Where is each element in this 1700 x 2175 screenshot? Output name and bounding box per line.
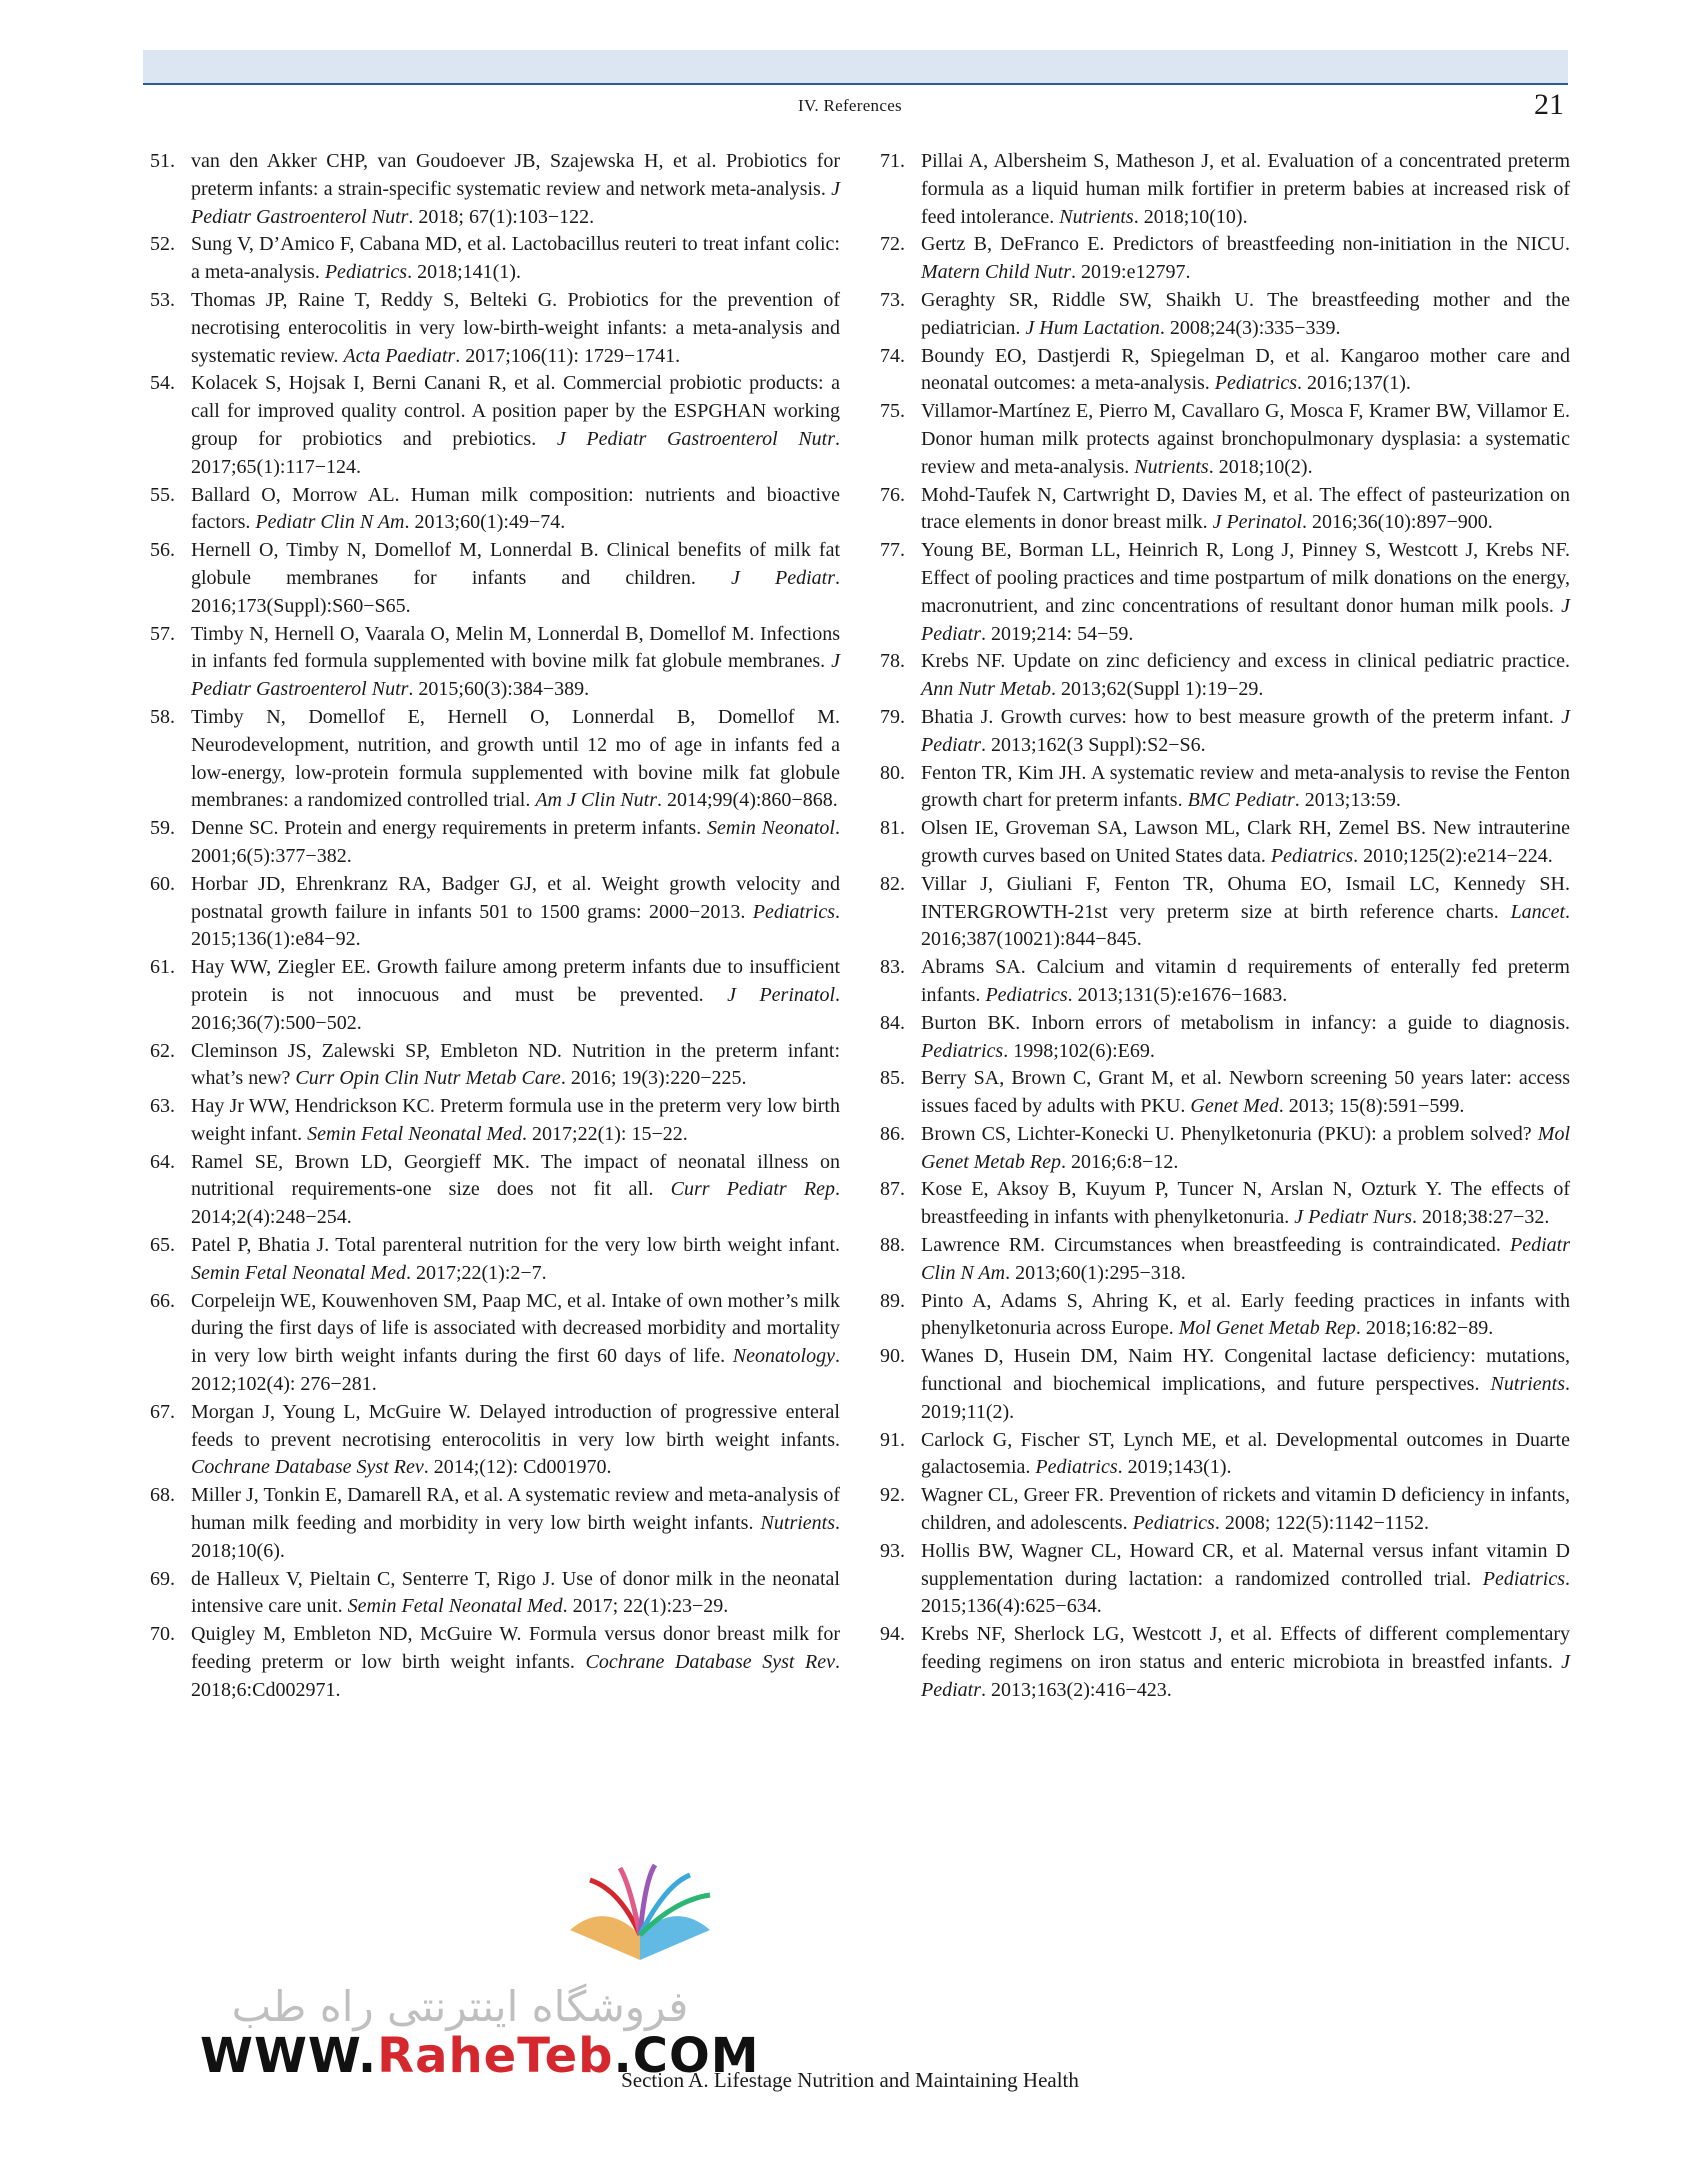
reference-segment: . 2018;141(1). [407,261,521,284]
reference-text [921,343,1570,399]
reference-number: 65. [150,1234,175,1257]
journal-name: Mol Genet Metab Rep [921,1122,1570,1173]
journal-name: Am J Clin Nutr [535,789,657,812]
header-band [143,50,1568,85]
reference-number: 52. [150,233,175,256]
reference-segment: . 2016;36(7):500−502. [191,983,840,1034]
reference-item [150,954,840,1037]
reference-text [921,1427,1570,1483]
journal-name: Pediatrics [1132,1512,1215,1535]
journal-name: Pediatrics [752,900,835,923]
reference-segment: Timby N, Hernell O, Vaarala O, Melin M, Lonnerdal B, Domellof M. Infections in infants fed formula supplemented with bovine milk fat globule membranes. [191,622,840,673]
journal-name: Pediatr Clin N Am [921,1234,1570,1284]
journal-name: Nutrients [1490,1373,1565,1396]
reference-item [150,871,840,954]
reference-number: 86. [880,1122,905,1145]
reference-segment: Burton BK. Inborn errors of metabolism in infancy: a guide to diagnosis. [921,1011,1570,1034]
reference-segment: Krebs NF, Sherlock LG, Westcott J, et al. Effects of different complementary feeding regimens on iron status and enteric microbiota in breastfed infants. [921,1623,1570,1674]
reference-number: 54. [150,372,175,395]
journal-name: Mol Genet Metab Rep [1178,1317,1356,1340]
reference-number: 88. [880,1234,905,1257]
reference-segment: . 2016;36(10):897−900. [1302,511,1493,534]
reference-segment: . 2001;6(5):377−382. [191,817,840,867]
journal-name: J Pediatr [921,1651,1570,1701]
reference-text [921,1482,1570,1538]
reference-text [191,287,840,370]
reference-text [191,1232,840,1288]
reference-text [921,648,1570,704]
reference-segment: . 2013;62(Suppl 1):19−29. [1051,678,1264,701]
journal-name: Pediatrics [921,1039,1004,1062]
reference-segment: . 2016; 19(3):220−225. [560,1067,747,1090]
reference-segment: Quigley M, Embleton ND, McGuire W. Formula versus donor breast milk for feeding preterm or low birth weight infants. [191,1623,840,1674]
reference-segment: . 2017;22(1): 15−22. [522,1122,688,1145]
reference-number: 75. [880,400,905,423]
reference-number: 77. [880,539,905,562]
reference-segment: . 2016;6:8−12. [1060,1150,1179,1173]
journal-name: Nutrients [1134,455,1209,478]
reference-segment: Villar J, Giuliani F, Fenton TR, Ohuma EO, Ismail LC, Kennedy SH. INTERGROWTH-21st very preterm size at birth reference charts. [921,872,1570,923]
reference-segment: Hernell O, Timby N, Domellof M, Lonnerdal B. Clinical benefits of milk fat globule membranes for infants and children. [191,539,840,589]
reference-text [191,1621,840,1704]
reference-number: 90. [880,1345,905,1368]
journal-name: J Pediatr [731,566,835,589]
reference-item [150,1232,840,1288]
reference-number: 81. [880,817,905,840]
reference-segment: Geraghty SR, Riddle SW, Shaikh U. The breastfeeding mother and the pediatrician. [921,288,1570,339]
journal-name: Ann Nutr Metab [921,678,1051,701]
reference-number: 64. [150,1150,175,1173]
reference-segment: . 2017;65(1):117−124. [191,427,840,478]
reference-item [150,148,840,231]
journal-name: Curr Opin Clin Nutr Metab Care [295,1067,561,1090]
references-right-column [880,148,1570,1705]
reference-number: 83. [880,956,905,979]
reference-segment: . 1998;102(6):E69. [1003,1039,1155,1062]
reference-segment: Kolacek S, Hojsak I, Berni Canani R, et al. Commercial probiotic products: a call for improved quality control. A position paper by the ESPGHAN working group for probiotics and prebiotics. [191,372,840,450]
reference-number: 73. [880,288,905,311]
journal-name: J Perinatol [1212,511,1303,534]
reference-text [191,871,840,954]
watermark-url-suffix: .COM [613,2028,760,2084]
reference-text [921,1538,1570,1621]
journal-name: Nutrients [1059,205,1134,228]
reference-segment: . 2019;143(1). [1117,1456,1232,1479]
reference-segment: Sung V, D’Amico F, Cabana MD, et al. Lactobacillus reuteri to treat infant colic: a meta-analysis. [191,233,840,284]
reference-item [880,954,1570,1010]
reference-segment: . 2018;10(10). [1133,205,1248,228]
reference-text [921,1343,1570,1426]
journal-name: BMC Pediatr [1187,789,1295,812]
reference-item [880,1482,1570,1538]
reference-text [921,1010,1570,1066]
reference-text [921,287,1570,343]
reference-segment: . 2014;(12): Cd001970. [423,1456,612,1479]
reference-segment: . 2010;125(2):e214−224. [1353,844,1553,867]
reference-item [150,537,840,620]
reference-segment: . 2013;13:59. [1294,789,1401,812]
reference-segment: . 2014;99(4):860−868. [657,789,838,812]
reference-item [880,231,1570,287]
reference-number: 60. [150,872,175,895]
watermark-url-prefix: WWW. [200,2028,378,2084]
journal-name: Lancet [1510,900,1565,923]
reference-segment: Thomas JP, Raine T, Reddy S, Belteki G. Probiotics for the prevention of necrotising enterocolitis in very low-birth-weight infants: a meta-analysis and systematic review. [191,288,840,367]
reference-segment: Berry SA, Brown C, Grant M, et al. Newborn screening 50 years later: access issues faced by adults with PKU. [921,1067,1570,1118]
reference-item [880,1538,1570,1621]
reference-item [150,1093,840,1149]
reference-text [921,954,1570,1010]
reference-segment: . 2017;22(1):2−7. [405,1261,547,1284]
reference-number: 71. [880,150,905,172]
reference-text [921,1176,1570,1232]
reference-number: 68. [150,1484,175,1507]
reference-segment: Abrams SA. Calcium and vitamin d requirements of enterally fed preterm infants. [921,956,1570,1006]
reference-text [921,1121,1570,1177]
reference-item [880,482,1570,538]
reference-text [921,537,1570,648]
reference-segment: Denne SC. Protein and energy requirements in preterm infants. [191,817,707,840]
reference-segment: . 2013; 15(8):591−599. [1278,1095,1465,1118]
reference-segment: Patel P, Bhatia J. Total parenteral nutrition for the very low birth weight infant. [191,1234,840,1257]
journal-name: J Hum Lactation [1025,316,1160,339]
reference-item [880,1343,1570,1426]
reference-item [880,343,1570,399]
reference-item [150,704,840,815]
journal-name: Pediatrics [1482,1567,1565,1590]
reference-segment: . 2018;10(2). [1208,455,1313,478]
references-left-column [150,148,840,1705]
reference-number: 62. [150,1039,175,1062]
journal-name: Cochrane Database Syst Rev [585,1651,835,1674]
reference-number: 61. [150,956,175,979]
footer-section-title: Section A. Lifestage Nutrition and Maintaining Health [621,2068,1079,2092]
reference-segment: . 2014;2(4):248−254. [191,1178,840,1229]
reference-number: 53. [150,288,175,311]
reference-number: 76. [880,483,905,506]
journal-name: J Pediatr [921,594,1570,645]
reference-segment: . 2019:e12797. [1071,261,1191,284]
reference-text [191,815,840,871]
watermark-persian-text: فروشگاه اینترنتی راه طب [231,1982,689,2031]
reference-segment: . 2015;60(3):384−389. [408,678,590,701]
reference-text [191,704,840,815]
reference-number: 72. [880,233,905,256]
reference-segment: . 2018;38:27−32. [1412,1206,1550,1229]
reference-text [191,621,840,704]
reference-item [150,815,840,871]
reference-segment: Carlock G, Fischer ST, Lynch ME, et al. Developmental outcomes in Duarte galactosemia. [921,1428,1570,1479]
reference-number: 91. [880,1428,905,1451]
reference-number: 56. [150,539,175,562]
reference-segment: Boundy EO, Dastjerdi R, Spiegelman D, et al. Kangaroo mother care and neonatal outcomes: a meta-analysis. [921,344,1570,395]
reference-text [191,1149,840,1232]
reference-text [191,148,840,231]
reference-text [921,1621,1570,1704]
reference-text [191,1566,840,1622]
reference-item [150,287,840,370]
reference-segment: Cleminson JS, Zalewski SP, Embleton ND. Nutrition in the preterm infant: what’s new? [191,1039,840,1090]
reference-text [921,760,1570,816]
reference-number: 70. [150,1623,175,1646]
reference-segment: . 2012;102(4): 276−281. [191,1345,840,1396]
reference-number: 84. [880,1011,905,1034]
reference-text [191,482,840,538]
reference-segment: . 2016;387(10021):844−845. [921,900,1570,951]
journal-name: Semin Fetal Neonatal Med [307,1122,523,1145]
journal-name: J Pediatr [921,705,1570,756]
reference-text [191,1038,840,1094]
reference-item [880,1121,1570,1177]
journal-name: J Pediatr Nurs [1294,1206,1413,1229]
reference-number: 85. [880,1067,905,1090]
reference-segment: Hay Jr WW, Hendrickson KC. Preterm formula use in the preterm very low birth weight infant. [191,1095,840,1145]
reference-item [150,1288,840,1399]
reference-segment: . 2013;131(5):e1676−1683. [1067,983,1288,1006]
reference-text [921,1232,1570,1288]
reference-item [150,1149,840,1232]
journal-name: Genet Med [1190,1095,1279,1118]
book-logo-icon [550,1860,730,1970]
reference-segment: . 2008;24(3):335−339. [1159,316,1341,339]
reference-text [921,231,1570,287]
reference-segment: . 2008; 122(5):1142−1152. [1214,1512,1430,1535]
reference-item [880,648,1570,704]
reference-text [921,815,1570,871]
journal-name: Pediatrics [324,261,408,284]
reference-text [921,871,1570,954]
reference-segment: Krebs NF. Update on zinc deficiency and excess in clinical pediatric practice. [921,650,1570,673]
reference-segment: Hay WW, Ziegler EE. Growth failure among preterm infants due to insufficient protein is not innocuous and must be prevented. [191,956,840,1006]
reference-item [150,370,840,481]
reference-segment: Brown CS, Lichter-Konecki U. Phenylketonuria (PKU): a problem solved? [921,1122,1538,1145]
reference-segment: Ballard O, Morrow AL. Human milk composition: nutrients and bioactive factors. [191,483,840,534]
reference-segment: . 2013;163(2):416−423. [981,1678,1172,1701]
reference-item [880,1288,1570,1344]
reference-segment: Hollis BW, Wagner CL, Howard CR, et al. Maternal versus infant vitamin D supplementation during lactation: a randomized controlled trial. [921,1539,1570,1590]
reference-text [191,537,840,620]
reference-item [880,1176,1570,1232]
watermark [200,1860,760,2084]
journal-name: Pediatrics [1270,844,1354,867]
reference-text [921,1288,1570,1344]
reference-text [921,398,1570,481]
reference-text [921,148,1570,231]
reference-item [880,287,1570,343]
reference-segment: . 2018;10(6). [191,1512,840,1562]
reference-segment: Corpeleijn WE, Kouwenhoven SM, Paap MC, et al. Intake of own mother’s milk during the first days of life is associated with decreased morbidity and mortality in very low birth weight infants during the first 60 days of life. [191,1289,840,1368]
reference-item [150,1399,840,1482]
reference-segment: Olsen IE, Groveman SA, Lawson ML, Clark RH, Zemel BS. New intrauterine growth curves based on United States data. [921,817,1570,867]
reference-text [191,1093,840,1149]
reference-text [921,704,1570,760]
reference-item [880,148,1570,231]
reference-number: 55. [150,483,175,506]
reference-segment: Bhatia J. Growth curves: how to best measure growth of the preterm infant. [921,705,1562,728]
reference-segment: Wanes D, Husein DM, Naim HY. Congenital lactase deficiency: mutations, functional and biochemical implications, and future perspectives. [921,1345,1570,1396]
reference-segment: Lawrence RM. Circumstances when breastfeeding is contraindicated. [921,1234,1510,1257]
reference-segment: Miller J, Tonkin E, Damarell RA, et al. A systematic review and meta-analysis of human milk feeding and morbidity in very low birth weight infants. [191,1484,840,1535]
reference-item [880,1232,1570,1288]
reference-number: 78. [880,650,905,673]
reference-item [880,815,1570,871]
reference-number: 93. [880,1539,905,1562]
reference-number: 69. [150,1567,175,1590]
reference-text [191,370,840,481]
reference-item [150,621,840,704]
reference-number: 92. [880,1484,905,1507]
reference-segment: . 2013;60(1):49−74. [404,511,566,534]
reference-segment: . 2017; 22(1):23−29. [562,1595,729,1618]
reference-segment: . 2015;136(1):e84−92. [191,900,840,951]
reference-segment: . 2013;162(3 Suppl):S2−S6. [981,733,1206,756]
reference-number: 51. [150,150,175,172]
reference-number: 89. [880,1289,905,1312]
reference-item [880,537,1570,648]
reference-number: 74. [880,344,905,367]
journal-name: Nutrients [760,1512,835,1535]
reference-number: 57. [150,622,175,645]
reference-item [150,1038,840,1094]
reference-segment: Young BE, Borman LL, Heinrich R, Long J, Pinney S, Westcott J, Krebs NF. Effect of pooling practices and time postpartum of milk donations on the energy, macronutrient, and zinc concentrations of resultant donor human milk pools. [921,539,1570,617]
reference-item [880,760,1570,816]
reference-segment: van den Akker CHP, van Goudoever JB, Szajewska H, et al. Probiotics for preterm infants: a strain-specific systematic review and network meta-analysis. [191,150,840,200]
watermark-url-brand: RaheTeb [377,2028,614,2084]
journal-name: Pediatrics [1214,372,1298,395]
reference-segment: Kose E, Aksoy B, Kuyum P, Tuncer N, Arslan N, Ozturk Y. The effects of breastfeeding in infants with phenylketonuria. [921,1178,1570,1229]
reference-segment: de Halleux V, Pieltain C, Senterre T, Rigo J. Use of donor milk in the neonatal intensive care unit. [191,1567,840,1618]
reference-item [150,231,840,287]
running-head: IV. References [798,96,902,115]
journal-name: Pediatrics [1035,1456,1118,1479]
reference-text [191,1482,840,1565]
journal-name: J Pediatr Gastroenterol Nutr [556,427,835,450]
reference-segment: . 2018;6:Cd002971. [191,1651,840,1701]
reference-segment: Pinto A, Adams S, Ahring K, et al. Early feeding practices in infants with phenylketonuria across Europe. [921,1289,1570,1340]
reference-text [191,1399,840,1482]
reference-number: 80. [880,761,905,784]
reference-number: 58. [150,705,175,728]
journal-name: Matern Child Nutr [921,261,1072,284]
reference-segment: Horbar JD, Ehrenkranz RA, Badger GJ, et al. Weight growth velocity and postnatal growth failure in infants 501 to 1500 grams: 2000−2013. [191,872,840,923]
reference-item [880,1065,1570,1121]
page-number: 21 [1534,88,1564,121]
reference-item [150,482,840,538]
reference-segment: Morgan J, Young L, McGuire W. Delayed introduction of progressive enteral feeds to prevent necrotising enterocolitis in very low birth weight infants. [191,1400,840,1451]
reference-segment: . 2018; 67(1):103−122. [408,205,595,228]
reference-segment: Timby N, Domellof E, Hernell O, Lonnerdal B, Domellof M. Neurodevelopment, nutrition, and growth until 12 mo of age in infants fed a low-energy, low-protein formula supplemented with bovine milk fat globule membranes: a randomized controlled trial. [191,705,840,812]
reference-item [880,398,1570,481]
reference-number: 67. [150,1400,175,1423]
reference-segment: . 2017;106(11): 1729−1741. [455,344,681,367]
journal-name: J Pediatr Gastroenterol Nutr [191,177,840,228]
journal-name: Semin Fetal Neonatal Med [347,1595,563,1618]
reference-item [880,1621,1570,1704]
reference-segment: . 2015;136(4):625−634. [921,1567,1570,1618]
reference-segment: Ramel SE, Brown LD, Georgieff MK. The impact of neonatal illness on nutritional requirements-one size does not fit all. [191,1150,840,1201]
reference-segment: . 2018;16:82−89. [1355,1317,1494,1340]
reference-segment: Pillai A, Albersheim S, Matheson J, et al. Evaluation of a concentrated preterm formula as a liquid human milk fortifier in preterm babies at increased risk of feed intolerance. [921,150,1570,228]
reference-text [191,954,840,1037]
reference-text [921,1065,1570,1121]
reference-item [150,1621,840,1704]
reference-item [880,1427,1570,1483]
reference-text [921,482,1570,538]
reference-text [191,231,840,287]
reference-item [880,871,1570,954]
reference-number: 63. [150,1095,175,1118]
reference-item [880,704,1570,760]
reference-segment: Fenton TR, Kim JH. A systematic review and meta-analysis to revise the Fenton growth chart for preterm infants. [921,761,1570,812]
reference-segment: . 2016;173(Suppl):S60−S65. [191,566,840,617]
journal-name: Pediatr Clin N Am [255,511,405,534]
reference-item [880,1010,1570,1066]
reference-number: 87. [880,1178,905,1201]
reference-number: 94. [880,1623,905,1646]
journal-name: J Pediatr Gastroenterol Nutr [191,650,840,701]
reference-text [191,1288,840,1399]
journal-name: Semin Neonatol [707,817,835,840]
journal-name: Semin Fetal Neonatal Med [191,1261,406,1284]
reference-segment: Villamor-Martínez E, Pierro M, Cavallaro G, Mosca F, Kramer BW, Villamor E. Donor human milk protects against bronchopulmonary dysplasia: a systematic review and meta-analysis. [921,400,1570,478]
reference-segment: . 2019;214: 54−59. [981,622,1134,645]
reference-segment: . 2013;60(1):295−318. [1005,1261,1186,1284]
journal-name: Curr Pediatr Rep [670,1178,835,1201]
reference-segment: . 2019;11(2). [921,1373,1570,1423]
reference-number: 82. [880,872,905,895]
reference-segment: Gertz B, DeFranco E. Predictors of breastfeeding non-initiation in the NICU. [921,233,1570,256]
reference-item [150,1566,840,1622]
reference-number: 79. [880,705,905,728]
journal-name: J Perinatol [727,983,835,1006]
reference-item [150,1482,840,1565]
reference-number: 66. [150,1289,175,1312]
reference-segment: . 2016;137(1). [1297,372,1411,395]
reference-number: 59. [150,817,175,840]
reference-segment: Mohd-Taufek N, Cartwright D, Davies M, et al. The effect of pasteurization on trace elements in donor breast milk. [921,483,1570,534]
journal-name: Pediatrics [985,983,1068,1006]
reference-segment: Wagner CL, Greer FR. Prevention of rickets and vitamin D deficiency in infants, children, and adolescents. [921,1484,1570,1535]
journal-name: Neonatology [732,1345,835,1368]
journal-name: Acta Paediatr [343,344,456,367]
journal-name: Cochrane Database Syst Rev [191,1456,424,1479]
